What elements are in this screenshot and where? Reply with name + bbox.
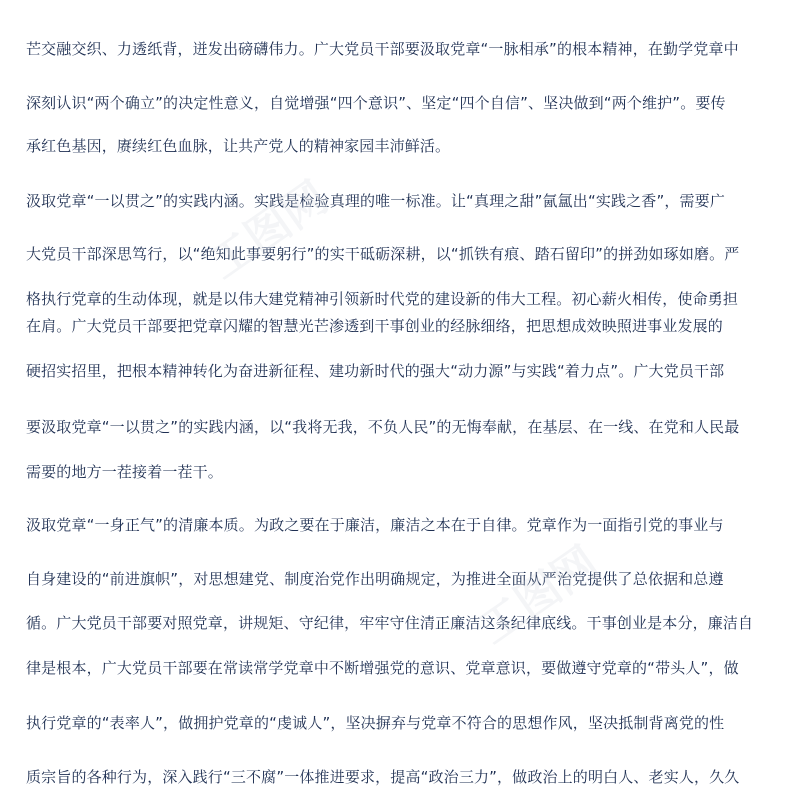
paragraph-line: 硬招实招里，把根本精神转化为奋进新征程、建功新时代的强大“动力源”与实践“着力点”。广大党员干部 xyxy=(26,362,725,380)
watermark-logo: 工图网 xyxy=(469,536,608,655)
paragraph-line: 律是根本，广大党员干部要在常读常学党章中不断增强党的意识、党章意识，要做遵守党章的“带头人”，做 xyxy=(26,659,739,677)
paragraph-line: 需要的地方一茬接着一茬干。 xyxy=(26,463,223,481)
paragraph-line: 执行党章的“表率人”，做拥护党章的“虔诚人”，坚决摒弃与党章不符合的思想作风，坚决抵制背离党的性 xyxy=(26,714,725,732)
paragraph-line: 汲取党章“一身正气”的清廉本质。为政之要在于廉洁，廉洁之本在于自律。党章作为一面指引党的事业与 xyxy=(26,516,724,534)
paragraph-line: 大党员干部深思笃行，以“绝知此事要躬行”的实干砥砺深耕，以“抓铁有痕、踏石留印”的拼劲如琢如磨。严 xyxy=(26,245,740,263)
paragraph-line: 要汲取党章“一以贯之”的实践内涵，以“我将无我，不负人民”的无悔奉献，在基层、在一线、在党和人民最 xyxy=(26,418,740,436)
paragraph-line: 深刻认识“两个确立”的决定性意义，自觉增强“四个意识”、坚定“四个自信”、坚决做到“两个维护”。要传 xyxy=(26,94,726,112)
paragraph-line: 承红色基因，赓续红色血脉，让共产党人的精神家园丰沛鲜活。 xyxy=(26,137,451,155)
paragraph-line: 在肩。广大党员干部要把党章闪耀的智慧光芒渗透到干事创业的经脉细络，把思想成效映照进事业发展的 xyxy=(26,317,723,335)
paragraph-line: 质宗旨的各种行为，深入践行“三不腐”一体推进要求，提高“政治三力”，做政治上的明白人、老实人，久久 xyxy=(26,768,740,786)
paragraph-line: 循。广大党员干部要对照党章，讲规矩、守纪律，牢牢守住清正廉洁这条纪律底线。干事创业是本分，廉洁自 xyxy=(26,614,754,632)
watermark-logo: 工图网 xyxy=(199,171,338,290)
paragraph-line: 格执行党章的生动体现，就是以伟大建党精神引领新时代党的建设新的伟大工程。初心薪火相传，使命勇担 xyxy=(26,290,739,308)
paragraph-line: 自身建设的“前进旗帜”，对思想建党、制度治党作出明确规定，为推进全面从严治党提供了总依据和总遵 xyxy=(26,570,724,588)
paragraph-line: 汲取党章“一以贯之”的实践内涵。实践是检验真理的唯一标准。让“真理之甜”氤氲出“实践之香”，需要广 xyxy=(26,192,725,210)
paragraph-line: 芒交融交织、力透纸背，迸发出磅礴伟力。广大党员干部要汲取党章“一脉相承”的根本精神，在勤学党章中 xyxy=(26,40,739,58)
